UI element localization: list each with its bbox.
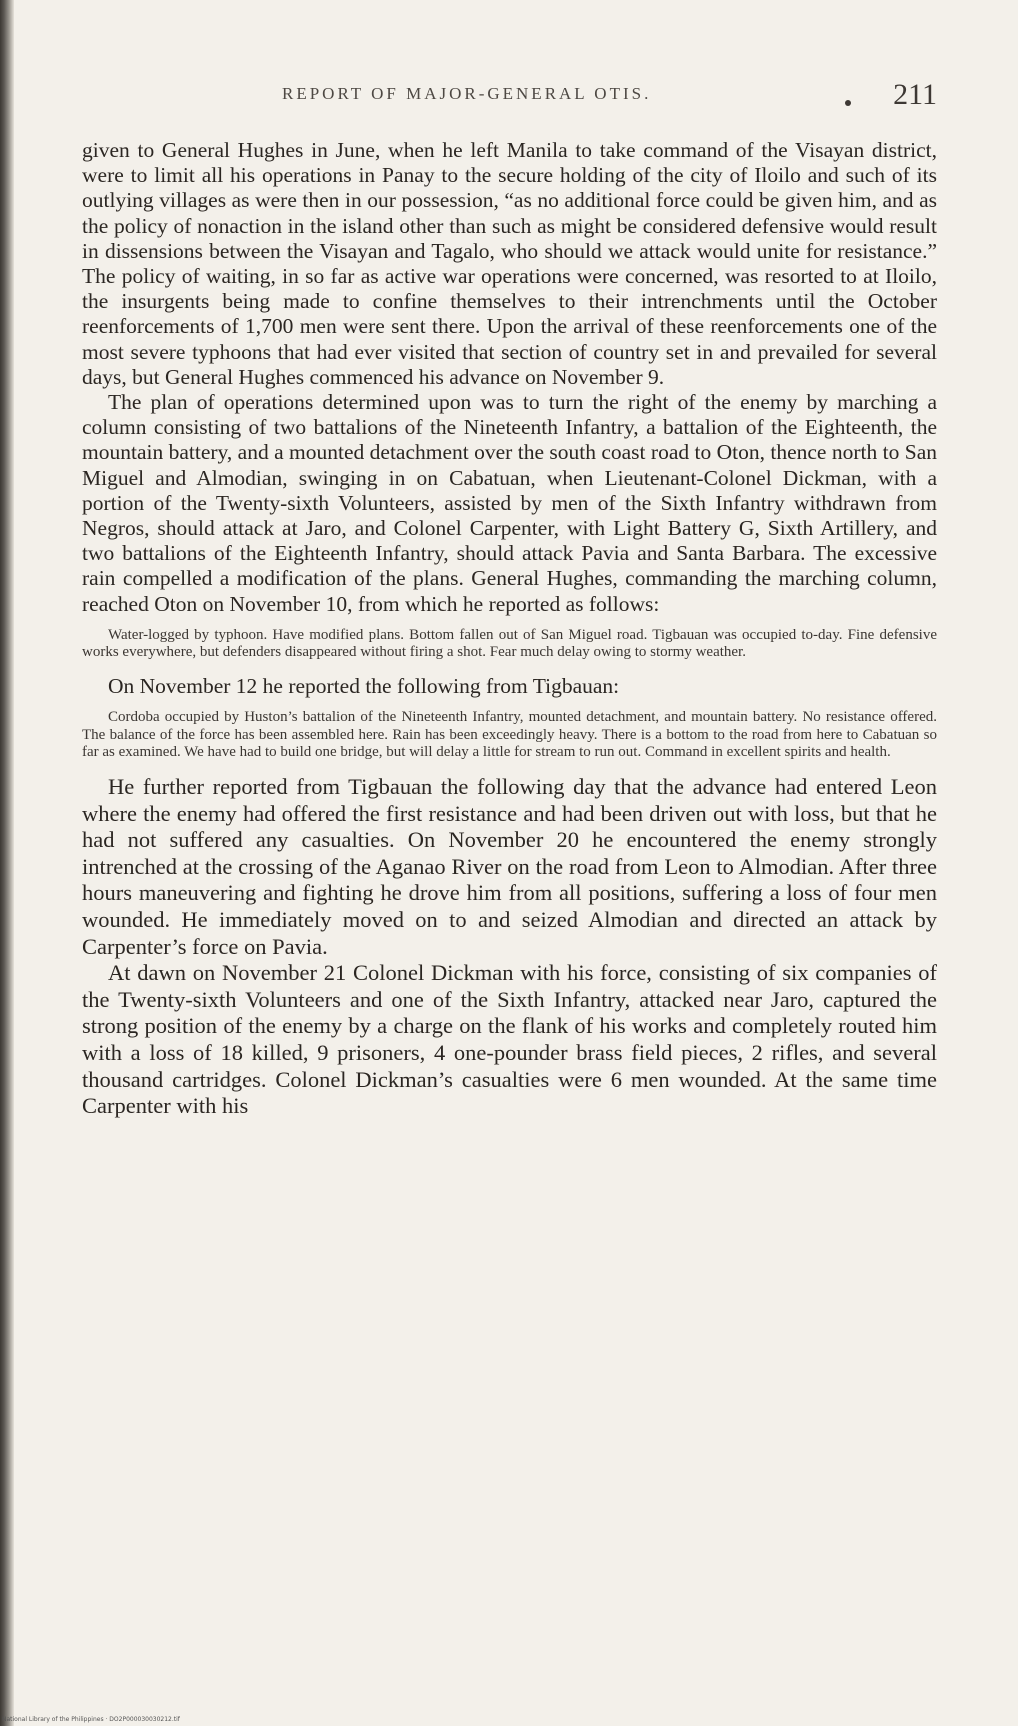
body-text <box>82 138 937 1120</box>
scan-footer-label: National Library of the Philippines · DO2P000030030212.tif <box>2 1716 180 1723</box>
telegram-quote-oton: Water-logged by typhoon. Have modified plans. Bottom fallen out of San Miguel road. Tigbauan was occupied to-day. Fine defensive works everywhere, but defenders disappeared without firing a shot. Fear much delay owing to stormy weather. <box>82 626 937 661</box>
paragraph-lead-tigbauan: On November 12 he reported the following from Tigbauan: <box>108 674 620 699</box>
page-header <box>82 78 937 118</box>
telegram-quote-tigbauan: Cordoba occupied by Huston’s battalion of the Nineteenth Infantry, mounted detachment, and mountain battery. No resistance offered. The balance of the force has been assembled here. Rain has been exceedingly heavy. There is a bottom to the road from here to Cabatuan so far as examined. We have had to build one bridge, but will delay a little for stream to run out. Command in excellent spirits and health. <box>82 709 937 761</box>
paragraph-continued: given to General Hughes in June, when he left Manila to take command of the Visayan district, were to limit all his operations in Panay to the secure holding of the city of Iloilo and such of its outlying villages as were then in our possession, “as no additional force could be given him, and as the policy of nonaction in the island other than such as might be considered defensive would result in dissensions between the Visayan and Tagalo, who should we attack would unite for resistance.” The policy of waiting, in so far as active war operations were concerned, was resorted to at Iloilo, the insurgents being made to confine themselves to their intrenchments until the October reenforcements of 1,700 men were sent there. Upon the arrival of these reenforcements one of the most severe typhoons that had ever visited that section of country set in and prevailed for several days, but General Hughes commenced his advance on November 9. <box>82 138 937 389</box>
page-number: 211 <box>893 78 937 111</box>
ink-mark <box>845 100 851 106</box>
running-head: REPORT OF MAJOR-GENERAL OTIS. <box>282 84 652 103</box>
paragraph-plan-of-operations: The plan of operations determined upon was to turn the right of the enemy by marching a column consisting of two battalions of the Nineteenth Infantry, a battalion of the Eighteenth, the mountain battery, and a mounted detachment over the south coast road to Oton, thence north to San Miguel and Almodian, swinging in on Cabatuan, when Lieutenant-Colonel Dickman, with a portion of the Twenty-sixth Volunteers, assisted by men of the Sixth Infantry withdrawn from Negros, should attack at Jaro, and Colonel Carpenter, with Light Battery G, Sixth Artillery, and two battalions of the Eighteenth Infantry, should attack Pavia and Santa Barbara. The excessive rain compelled a modification of the plans. General Hughes, commanding the marching column, reached Oton on November 10, from which he reported as follows: <box>82 390 937 616</box>
page-binding-edge <box>0 0 14 1726</box>
paragraph-further-report: He further reported from Tigbauan the following day that the advance had entered Leon where the enemy had offered the first resistance and had been driven out with loss, but that he had not suffered any casualties. On November 20 he encountered the enemy strongly intrenched at the crossing of the Aganao River on the road from Leon to Almodian. After three hours maneuvering and fighting he drove him from all positions, suffering a loss of four men wounded. He immediately moved on to and seized Almodian and directed an attack by Carpenter’s force on Pavia. <box>82 774 937 959</box>
paragraph-dawn-november-21: At dawn on November 21 Colonel Dickman with his force, consisting of six companies of the Twenty-sixth Volunteers and one of the Sixth Infantry, attacked near Jaro, captured the strong position of the enemy by a charge on the flank of his works and completely routed him with a loss of 18 killed, 9 prisoners, 4 one-pounder brass field pieces, 2 rifles, and several thousand cartridges. Colonel Dickman’s casualties were 6 men wounded. At the same time Carpenter with his <box>82 960 937 1119</box>
